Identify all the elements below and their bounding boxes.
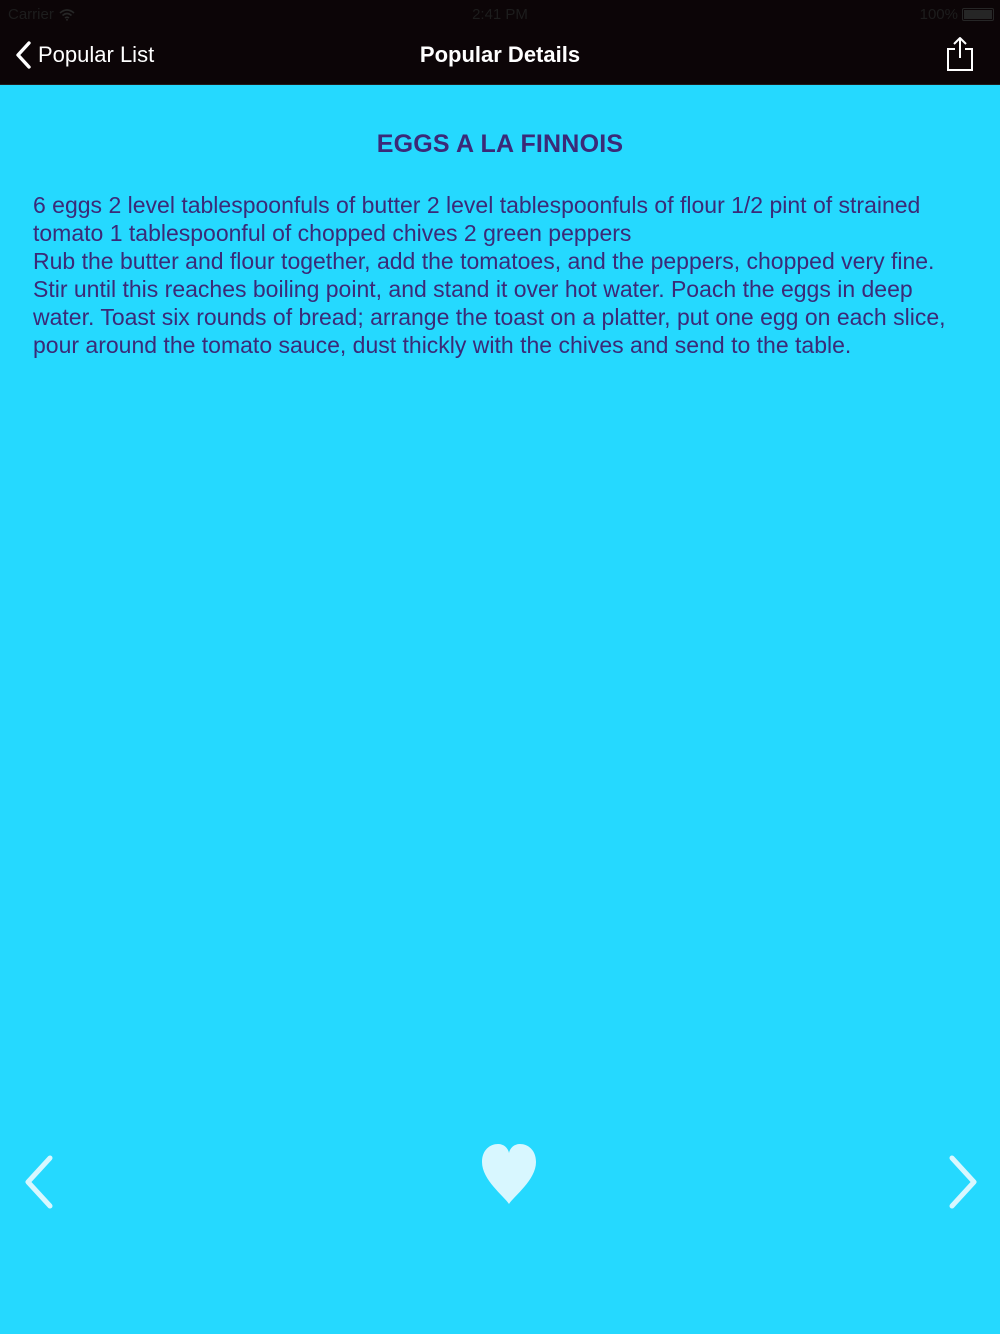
navigation-bar xyxy=(0,28,1000,85)
favorite-button[interactable] xyxy=(478,1142,540,1208)
battery-icon xyxy=(962,8,994,21)
carrier-label: Carrier xyxy=(8,6,54,23)
back-button-label: Popular List xyxy=(38,42,155,67)
share-button[interactable] xyxy=(944,34,976,74)
status-time: 2:41 PM xyxy=(472,6,528,23)
recipe-ingredients: 6 eggs 2 level tablespoonfuls of butter 2 level tablespoonfuls of flour 1/2 pint of strained tomato 1 tablespoonful of chopped chives 2 green peppers xyxy=(33,192,921,246)
chevron-right-icon xyxy=(940,1152,980,1212)
recipe-title: EGGS A LA FINNOIS xyxy=(376,130,624,158)
chevron-left-icon xyxy=(22,1152,62,1212)
next-recipe-button[interactable] xyxy=(940,1152,980,1212)
status-bar xyxy=(0,0,1000,28)
share-icon xyxy=(944,34,976,74)
recipe-body xyxy=(33,191,973,359)
battery-status xyxy=(920,6,994,23)
battery-percent: 100% xyxy=(919,6,958,23)
heart-icon xyxy=(478,1142,540,1208)
recipe-directions: Rub the butter and flour together, add the tomatoes, and the peppers, chopped very fine. Stir until this reaches boiling point, and stand it over hot water. Poach the eggs in deep water. Toast six rounds of bread; arrange the toast on a platter, put one egg on each slice, pour around the tomato sauce, dust thickly with the chives and send to the table. xyxy=(33,248,946,358)
previous-recipe-button[interactable] xyxy=(22,1152,62,1212)
page-title: Popular Details xyxy=(419,42,581,67)
